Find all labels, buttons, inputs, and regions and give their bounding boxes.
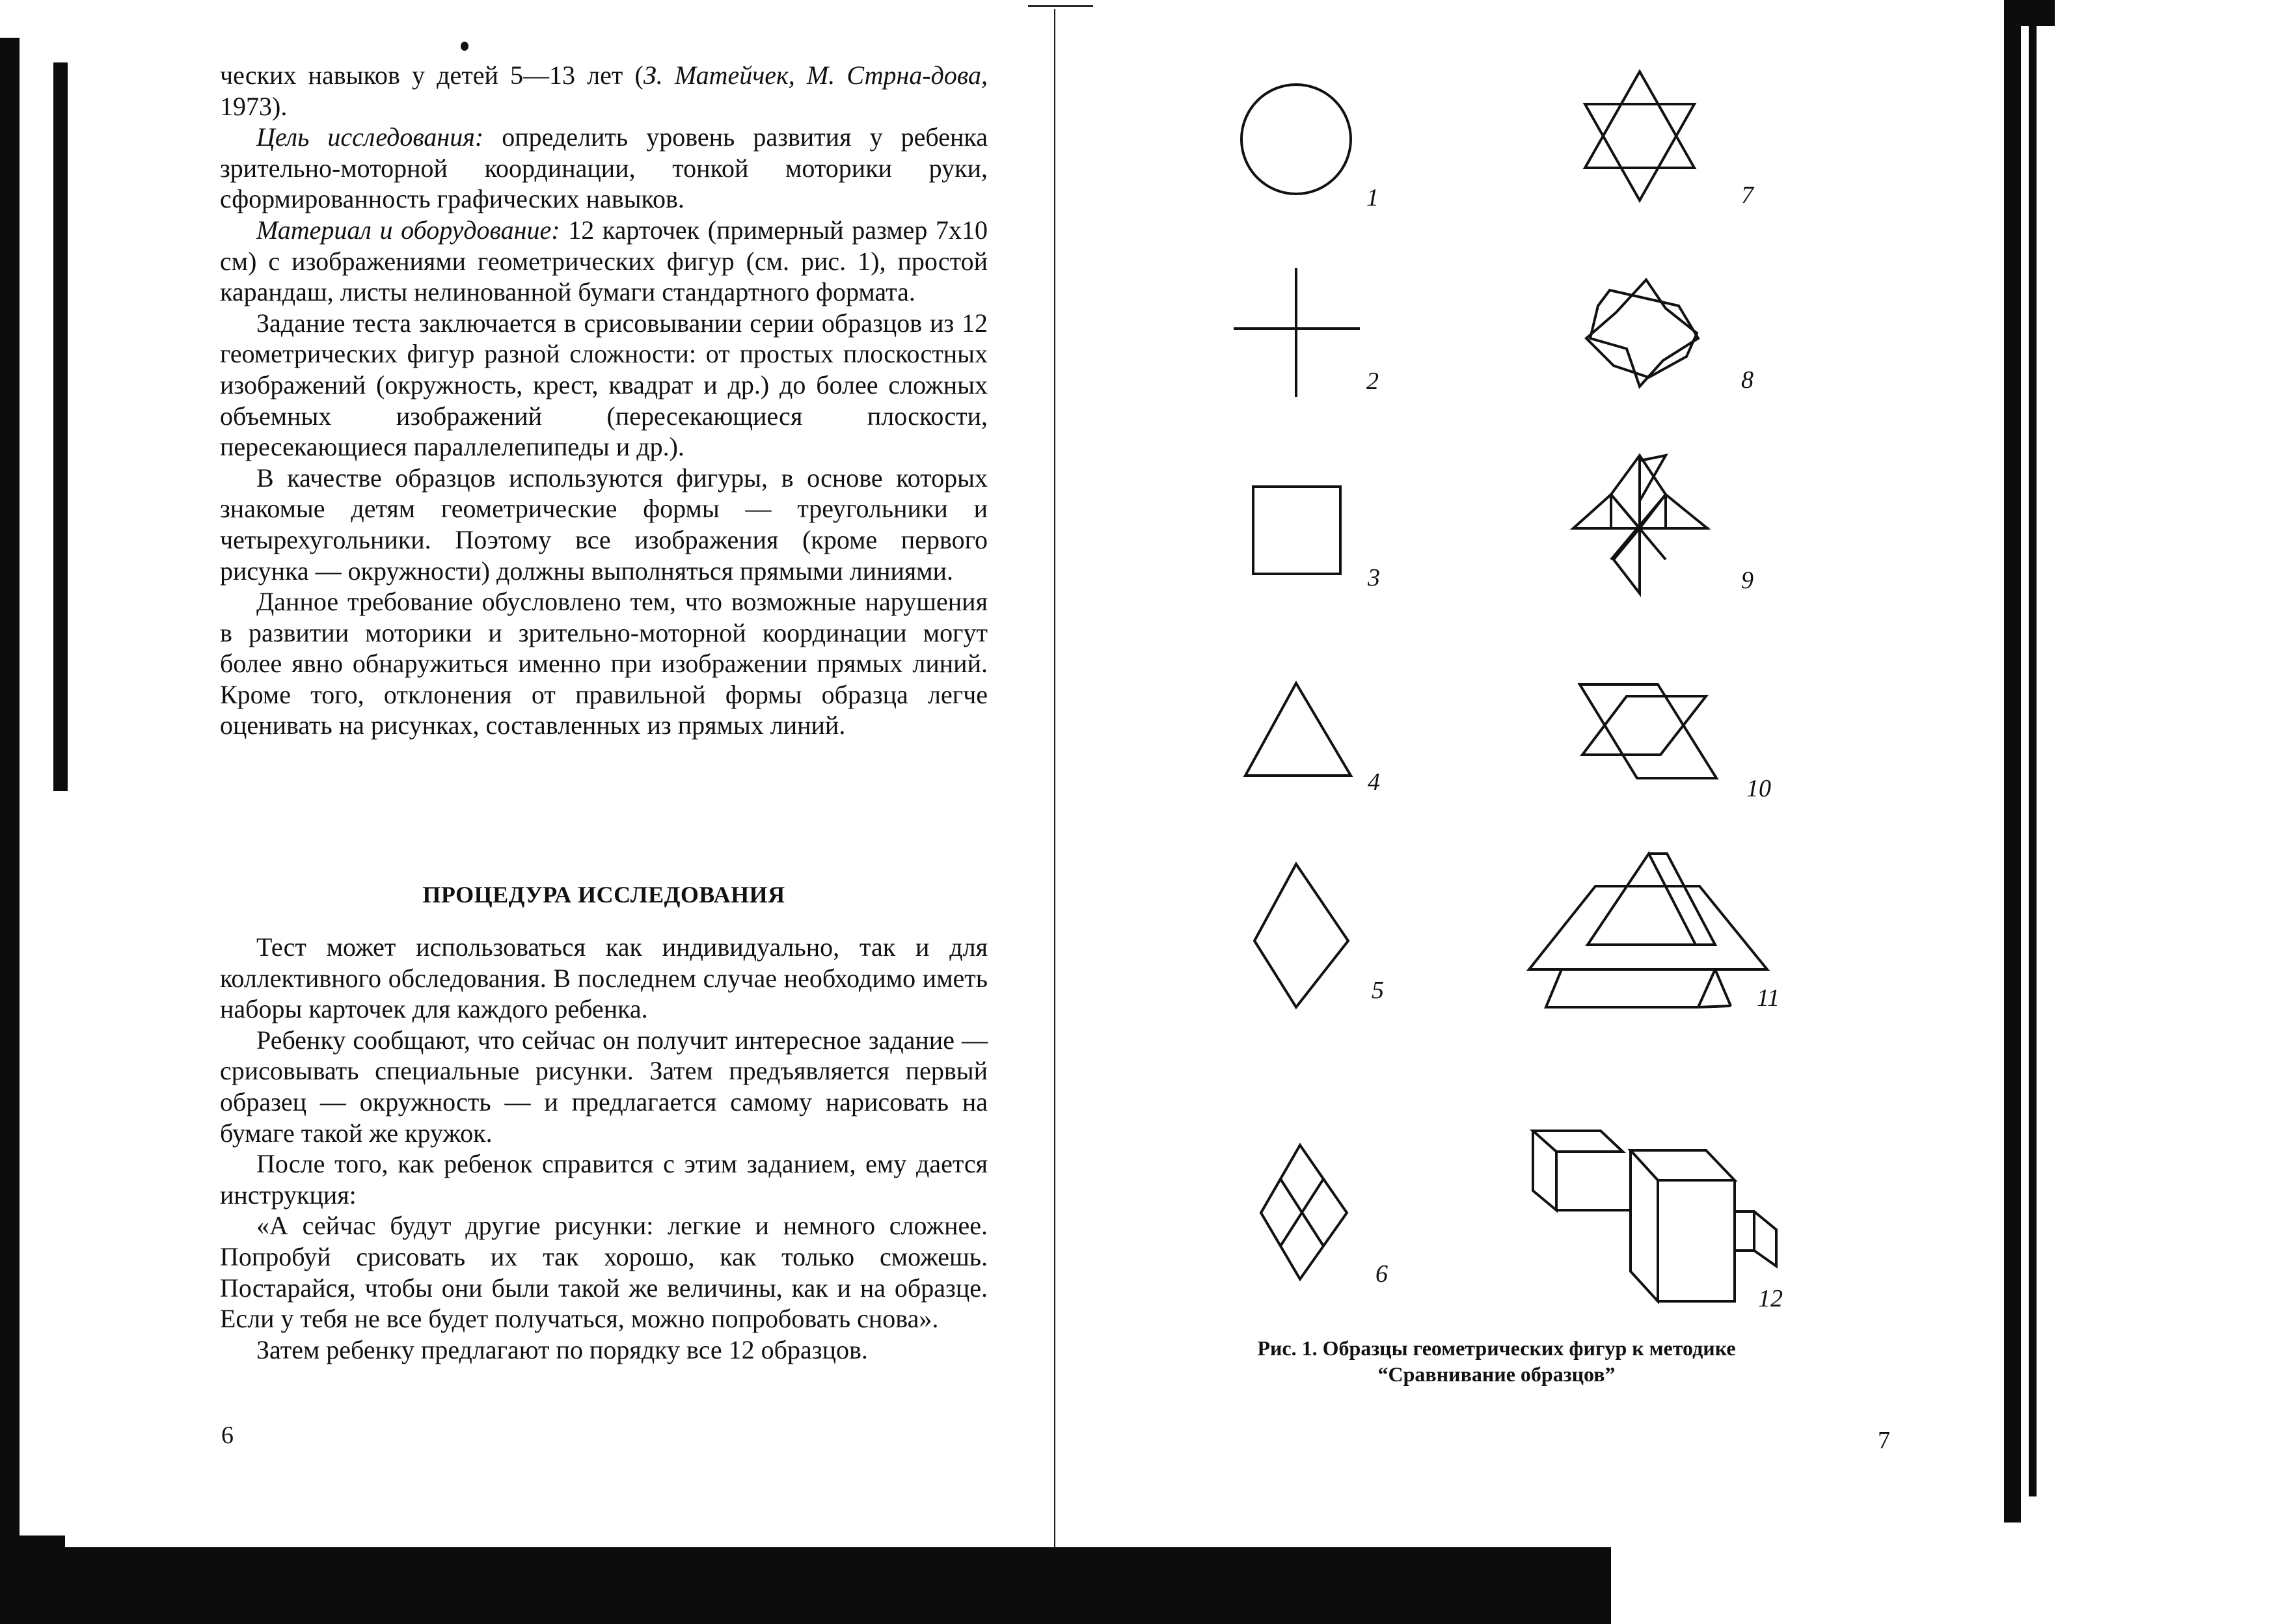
figure-label-11: 11: [1757, 984, 1780, 1012]
triangle-through-plane-figure: [1529, 854, 1767, 1007]
section-heading: ПРОЦЕДУРА ИССЛЕДОВАНИЯ: [422, 882, 785, 908]
text-run: Затем ребенку предлагают по порядку все 12 образцов.: [256, 1334, 868, 1364]
figure-label-6: 6: [1375, 1260, 1388, 1288]
page-number-left: 6: [221, 1422, 234, 1449]
italic-text: инструкция: [220, 1180, 349, 1210]
text-run: определить уровень развития у ребенка зрительно-моторной координации, тонкой моторики руки, сформированность графических навыков.: [220, 122, 988, 214]
pinwheel-figure: [1573, 455, 1709, 593]
six-point-star-figure: [1585, 72, 1694, 200]
interlaced-star-figure: [1586, 280, 1698, 386]
divided-rhombus-figure: [1261, 1145, 1347, 1279]
figure-caption: [1204, 1335, 1789, 1387]
cross-figure: [1234, 268, 1360, 397]
italic-text: Цель исследования:: [256, 122, 484, 152]
figure-label-9: 9: [1741, 567, 1754, 594]
text-run: 12 карточек (примерный размер 7x10 см) с изображениями геометрических фигур (см. рис. 1), простой карандаш, листы нелинованной бумаги стандартного формата.: [220, 215, 988, 307]
intersecting-parallelograms-figure: [1580, 684, 1716, 778]
text-run: Ребенку сообщают, что сейчас он получит интересное задание — срисовывать специальные рисунки. Затем предъявляется первый образец — окружность — и предлагается самому нарисовать на бумаге такой же кружок.: [220, 1025, 988, 1148]
square-figure: [1253, 487, 1340, 574]
text-run: ческих навыков у детей 5—13 лет (: [220, 61, 643, 90]
text-run: Тест может использоваться как индивидуально, так и для коллективного обследования. В последнем случае необходимо иметь наборы карточек для каждого ребенка.: [220, 932, 988, 1024]
italic-text: З. Матейчек, М. Стрна-дова,: [643, 61, 988, 90]
italic-text: Материал и оборудование:: [256, 215, 560, 245]
figure-label-7: 7: [1741, 182, 1754, 209]
text-run: 1973).: [220, 91, 288, 121]
text-run: :: [349, 1180, 357, 1210]
rhombus-figure: [1254, 864, 1348, 1007]
circle-figure: [1241, 85, 1351, 194]
figure-caption-line-1: Рис. 1. Образцы геометрических фигур к методике: [1257, 1336, 1736, 1360]
figure-label-3: 3: [1368, 564, 1380, 591]
figure-label-10: 10: [1746, 775, 1771, 802]
intersecting-parallelepipeds-figure: [1533, 1131, 1776, 1301]
figure-label-12: 12: [1758, 1285, 1783, 1312]
figure-label-2: 2: [1366, 368, 1379, 395]
text-run: После того, как ребенок справится с этим заданием, ему дается: [256, 1149, 988, 1179]
figure-label-1: 1: [1366, 184, 1379, 211]
figure-label-8: 8: [1741, 366, 1754, 394]
text-run: Данное требование обусловлено тем, что возможные нарушения в развитии моторики и зрительно-моторной координации могут более явно обнаружиться именно при изображении прямых линий. Кроме того, отклонения от правильной формы образца легче оценивать на рисунках, составленных из прямых линий.: [220, 587, 988, 740]
triangle-figure: [1245, 683, 1351, 776]
figure-caption-line-2: “Сравнивание образцов”: [1377, 1362, 1616, 1386]
text-run: Задание теста заключается в срисовывании серии образцов из 12 геометрических фигур разной сложности: от простых плоскостных изображений (окружность, крест, квадрат и др.) до более сложных объемных изображений (пересекающиеся плоскости, пересекающиеся параллелепипеды и др.).: [220, 308, 988, 462]
text-run: «А сейчас будут другие рисунки: легкие и немного сложнее. Попробуй срисовать их так хорошо, как только сможешь. Постарайся, чтобы они были такой же величины, как и на образце. Если у тебя не все будет получаться, можно попробовать снова».: [220, 1211, 988, 1334]
page-number-right: 7: [1878, 1427, 1890, 1454]
figure-label-5: 5: [1372, 977, 1384, 1004]
text-run: В качестве образцов используются фигуры, в основе которых знакомые детям геометрические формы — треугольники и четырехугольники. Поэтому все изображения (кроме первого рисунка — окружности) должны выполняться прямыми линиями.: [220, 463, 988, 586]
figure-label-4: 4: [1368, 768, 1380, 796]
